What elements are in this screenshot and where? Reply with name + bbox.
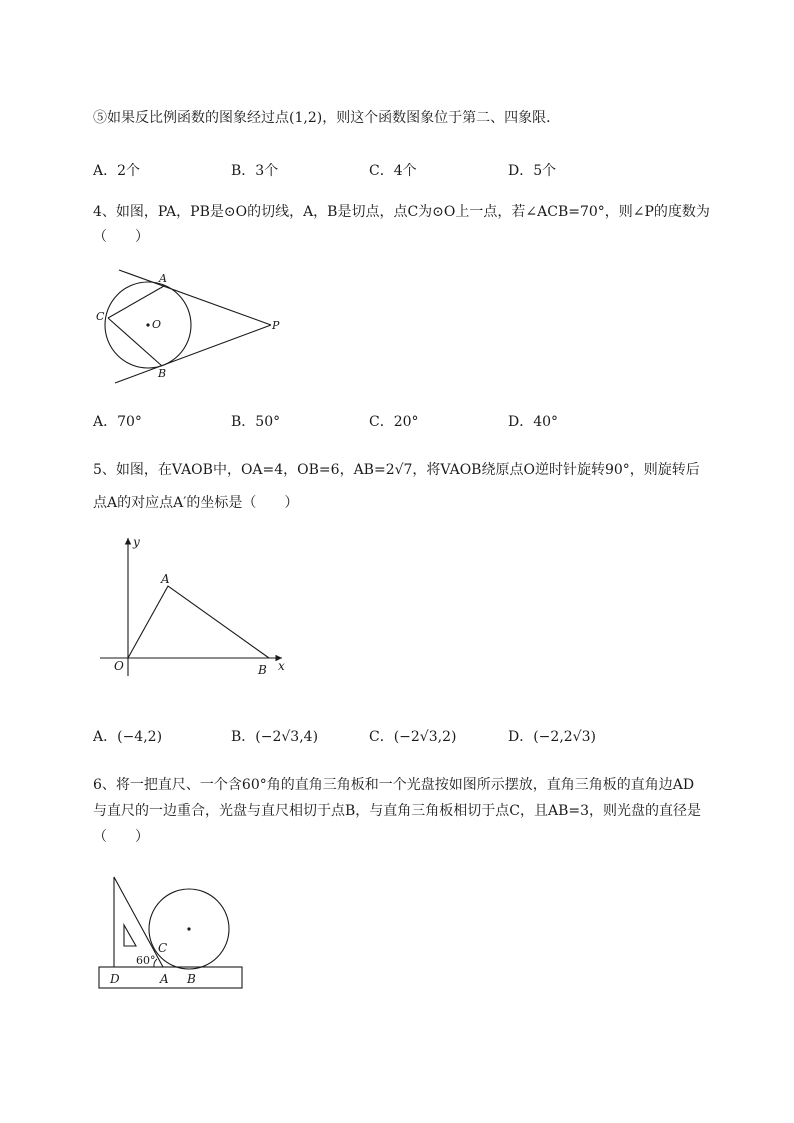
q5-label-b: B [258, 663, 267, 677]
q4-option-d[interactable]: D．40° [508, 414, 559, 430]
q6-disc-center [187, 927, 190, 930]
q4-label-b: B [158, 367, 167, 380]
q6-label-d: D [110, 972, 120, 986]
q4-label-a: A [159, 272, 167, 285]
q6-question-text-2: 与直尺的一边重合，光盘与直尺相切于点B，与直角三角板相切于点C，且AB=3，则光盘的直径是 [93, 803, 702, 819]
q4-chord-ca [108, 286, 164, 318]
q4-label-o: O [152, 318, 162, 331]
q4-question-blank: （ ） [93, 229, 149, 245]
q6-label-b: B [187, 972, 196, 986]
q4-center-dot [146, 323, 149, 326]
q4-option-c[interactable]: C．20° [369, 414, 419, 430]
q5-question-text: 5、如图，在VAOB中，OA=4，OB=6，AB=2√7，将VAOB绕原点O逆时针旋转90°，则旋转后 [93, 462, 700, 478]
q3-option-b[interactable]: B．3个 [231, 163, 279, 179]
q5-label-o: O [114, 659, 124, 673]
q4-tangent-pb [115, 325, 271, 383]
q5-label-x: x [278, 659, 285, 673]
q6-label-c: C [158, 941, 168, 955]
q5-figure [96, 530, 296, 680]
q6-figure [96, 874, 246, 992]
q3-option-d[interactable]: D．5个 [508, 163, 557, 179]
q3-option-c[interactable]: C．4个 [369, 163, 417, 179]
q4-label-p: P [272, 319, 280, 332]
q5-option-a[interactable]: A．(−4,2) [93, 729, 163, 745]
q5-triangle-aob [128, 586, 269, 658]
q6-question-blank: （ ） [93, 829, 149, 845]
q4-tangent-pa [119, 270, 271, 325]
q4-figure [85, 262, 295, 387]
q4-label-c: C [96, 310, 105, 323]
q6-label-a: A [160, 972, 169, 986]
q5-question-text-2: 点A的对应点A′的坐标是（ ） [93, 495, 299, 511]
q3-statement-5: ⑤如果反比例函数的图象经过点(1,2)，则这个函数图象位于第二、四象限． [93, 110, 561, 126]
q5-label-a: A [161, 572, 170, 586]
q5-label-y: y [133, 535, 140, 549]
q4-question-text: 4、如图，PA，PB是⊙O的切线，A，B是切点，点C为⊙O上一点，若∠ACB=70°，则∠P的度数为 [93, 204, 710, 220]
q6-question-text: 6、将一把直尺、一个含60°角的直角三角板和一个光盘按如图所示摆放，直角三角板的直角边AD [93, 777, 695, 793]
q6-triangle-hole [124, 925, 136, 946]
q3-option-a[interactable]: A．2个 [93, 163, 141, 179]
q5-option-c[interactable]: C．(−2√3,2) [369, 729, 457, 745]
q4-option-a[interactable]: A．70° [93, 414, 142, 430]
q6-label-angle: 60° [136, 954, 156, 967]
q5-option-b[interactable]: B．(−2√3,4) [231, 729, 319, 745]
q4-option-b[interactable]: B．50° [231, 414, 281, 430]
q6-ruler [99, 967, 242, 988]
q5-option-d[interactable]: D．(−2,2√3) [508, 729, 596, 745]
